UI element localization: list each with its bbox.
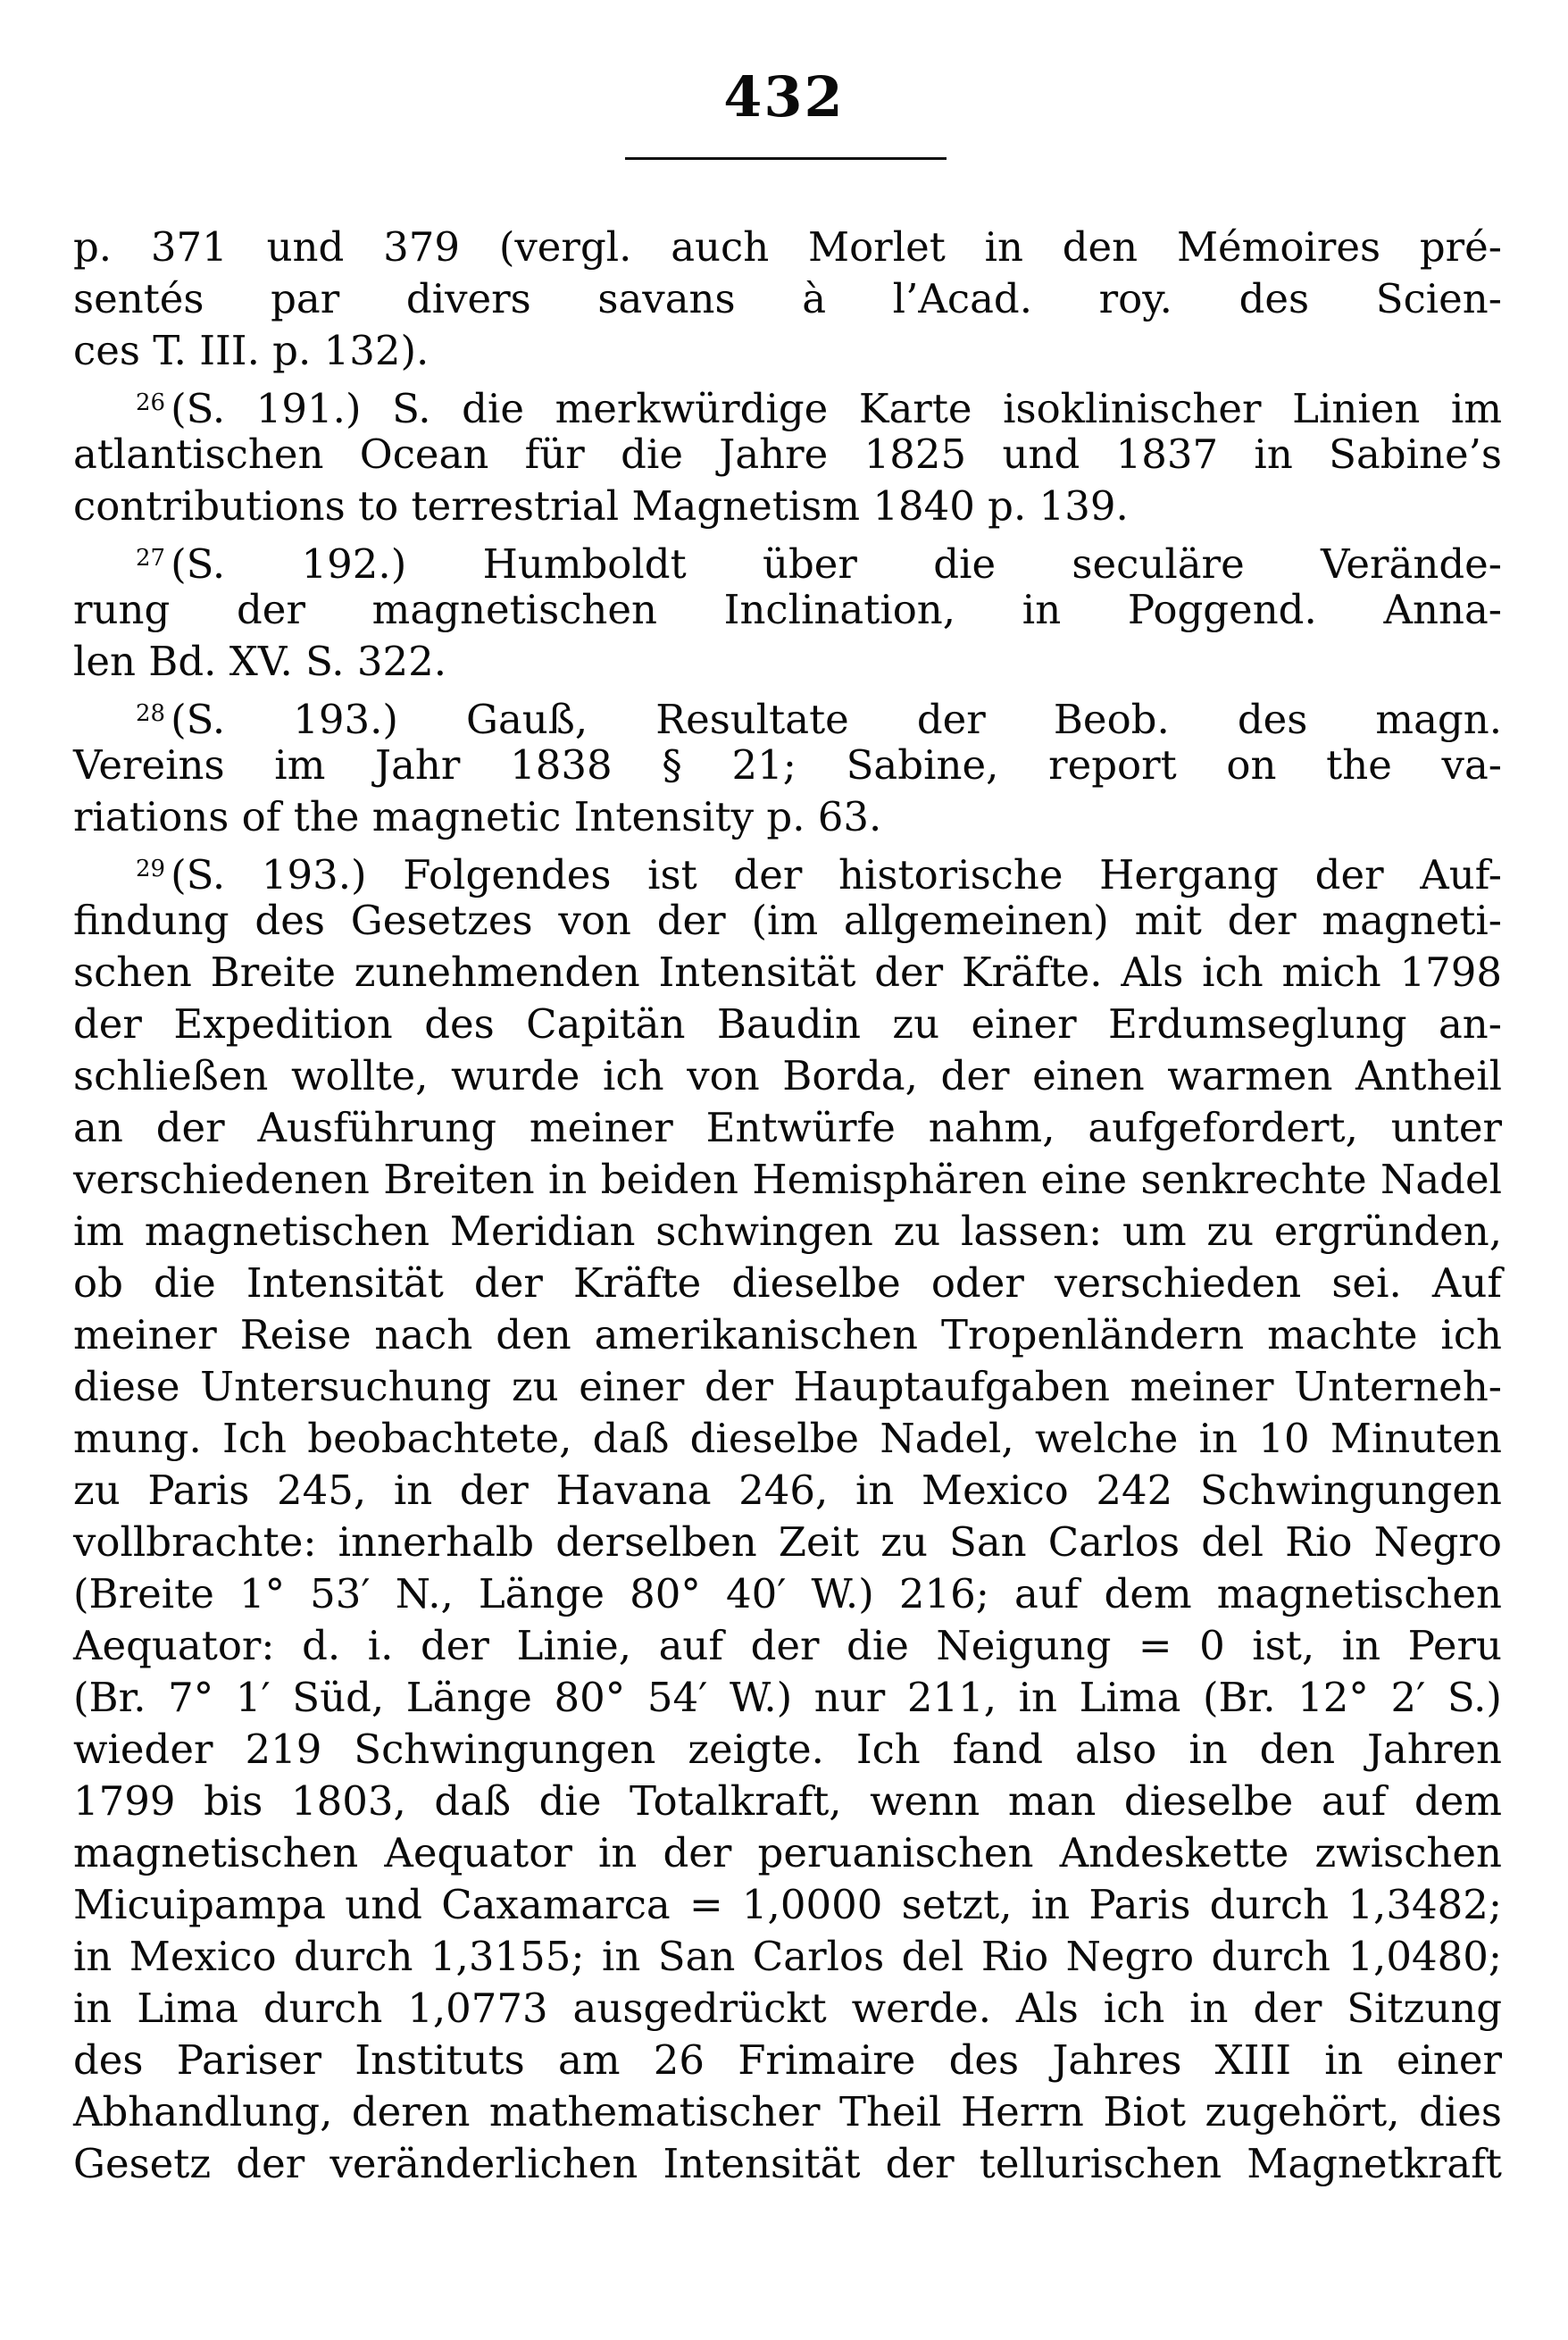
line-text: an der Ausführung meiner Entwürfe nahm, aufgefordert, unter: [73, 1104, 1502, 1151]
text-line: [73, 325, 1502, 377]
text-line: [73, 740, 1502, 791]
text-line: [73, 273, 1502, 325]
text-line: [73, 1309, 1502, 1361]
footnote-number: 27: [136, 545, 166, 572]
line-text: (Breite 1° 53′ N., Länge 80° 40′ W.) 216; auf dem magnetischen: [73, 1570, 1502, 1617]
text-line: [73, 1620, 1502, 1672]
line-text: in Lima durch 1,0773 ausgedrückt werde. Als ich in der Sitzung: [73, 1985, 1502, 2032]
line-text: verschiedenen Breiten in beiden Hemisphären eine senkrechte Nadel: [73, 1156, 1502, 1203]
line-text: diese Untersuchung zu einer der Hauptaufgaben meiner Unterneh-: [73, 1363, 1502, 1410]
line-text: meiner Reise nach den amerikanischen Tropenländern machte ich: [73, 1311, 1502, 1358]
text-line: [73, 999, 1502, 1050]
text-line: [73, 481, 1502, 532]
line-text: (Br. 7° 1′ Süd, Länge 80° 54′ W.) nur 211, in Lima (Br. 12° 2′ S.): [73, 1674, 1502, 1721]
text-line: [73, 1879, 1502, 1931]
text-line: [73, 1983, 1502, 2035]
text-line: [73, 1050, 1502, 1102]
line-text: in Mexico durch 1,3155; in San Carlos del Rio Negro durch 1,0480;: [73, 1933, 1502, 1980]
line-text: atlantischen Ocean für die Jahre 1825 und 1837 in Sabine’s: [73, 430, 1502, 478]
footnote-number: 29: [136, 856, 166, 882]
text-line: [73, 2086, 1502, 2138]
footnote-number: 28: [136, 700, 166, 727]
line-text: findung des Gesetzes von der (im allgemeinen) mit der magneti-: [73, 897, 1502, 944]
line-text: Abhandlung, deren mathematischer Theil Herrn Biot zugehört, dies: [73, 2088, 1502, 2135]
text-line: [73, 688, 1502, 743]
text-line: [73, 1258, 1502, 1309]
line-text: riations of the magnetic Intensity p. 63.: [73, 793, 882, 840]
line-text: sentés par divers savans à l’Acad. roy. des Scien-: [73, 275, 1502, 322]
text-line: [73, 221, 1502, 273]
text-line: [73, 584, 1502, 636]
text-line: [73, 1568, 1502, 1620]
line-text: Vereins im Jahr 1838 § 21; Sabine, report on the va-: [73, 741, 1502, 789]
text-line: [73, 791, 1502, 843]
line-text: ces T. III. p. 132).: [73, 327, 430, 374]
line-text: im magnetischen Meridian schwingen zu lassen: um zu ergründen,: [73, 1208, 1502, 1255]
text-line: [73, 532, 1502, 588]
text-line: [73, 947, 1502, 999]
line-text: der Expedition des Capitän Baudin zu einer Erdumseglung an-: [73, 1000, 1502, 1048]
line-text: Gesetz der veränderlichen Intensität der tellurischen Magnetkraft: [73, 2140, 1502, 2187]
line-text: (S. 192.) Humboldt über die seculäre Verände-: [171, 540, 1502, 588]
line-text: wieder 219 Schwingungen zeigte. Ich fand also in den Jahren: [73, 1726, 1502, 1773]
line-text: mung. Ich beobachtete, daß dieselbe Nadel, welche in 10 Minuten: [73, 1415, 1502, 1462]
line-text: schen Breite zunehmenden Intensität der Kräfte. Als ich mich 1798: [73, 949, 1502, 996]
text-line: [73, 1102, 1502, 1154]
text-line: [73, 2035, 1502, 2086]
line-text: ob die Intensität der Kräfte dieselbe oder verschieden sei. Auf: [73, 1259, 1502, 1307]
text-line: [73, 895, 1502, 947]
line-text: (S. 191.) S. die merkwürdige Karte isoklinischer Linien im: [171, 385, 1502, 432]
text-line: [73, 636, 1502, 688]
line-text: contributions to terrestrial Magnetism 1840 p. 139.: [73, 482, 1129, 530]
text-line: [73, 1827, 1502, 1879]
text-line: [73, 1413, 1502, 1465]
text-line: [73, 1724, 1502, 1776]
text-line: [73, 1465, 1502, 1517]
footnote-number: 26: [136, 389, 166, 416]
footnotes-text: [73, 221, 1502, 2190]
line-text: vollbrachte: innerhalb derselben Zeit zu San Carlos del Rio Negro: [73, 1518, 1502, 1566]
header-rule: [625, 157, 947, 160]
line-text: (S. 193.) Folgendes ist der historische Hergang der Auf-: [171, 851, 1502, 898]
text-line: [73, 377, 1502, 432]
text-line: [73, 1931, 1502, 1983]
text-line: [73, 1361, 1502, 1413]
page-number: 432: [723, 64, 845, 130]
text-line: [73, 1672, 1502, 1724]
line-text: p. 371 und 379 (vergl. auch Morlet in den Mémoires pré-: [73, 223, 1502, 271]
line-text: zu Paris 245, in der Havana 246, in Mexico 242 Schwingungen: [73, 1467, 1502, 1514]
text-line: [73, 843, 1502, 898]
text-line: [73, 429, 1502, 481]
line-text: rung der magnetischen Inclination, in Poggend. Anna-: [73, 586, 1502, 633]
text-line: [73, 1517, 1502, 1568]
text-line: [73, 1776, 1502, 1827]
line-text: Aequator: d. i. der Linie, auf der die Neigung = 0 ist, in Peru: [73, 1622, 1502, 1669]
line-text: len Bd. XV. S. 322.: [73, 638, 447, 685]
line-text: 1799 bis 1803, daß die Totalkraft, wenn man dieselbe auf dem: [73, 1777, 1502, 1825]
line-text: des Pariser Instituts am 26 Frimaire des Jahres XIII in einer: [73, 2036, 1502, 2084]
text-line: [73, 2138, 1502, 2190]
line-text: Micuipampa und Caxamarca = 1,0000 setzt, in Paris durch 1,3482;: [73, 1881, 1502, 1928]
line-text: (S. 193.) Gauß, Resultate der Beob. des magn.: [171, 696, 1502, 743]
text-line: [73, 1206, 1502, 1258]
line-text: schließen wollte, wurde ich von Borda, der einen warmen Antheil: [73, 1052, 1502, 1099]
text-line: [73, 1154, 1502, 1206]
line-text: magnetischen Aequator in der peruanischen Andeskette zwischen: [73, 1829, 1502, 1876]
